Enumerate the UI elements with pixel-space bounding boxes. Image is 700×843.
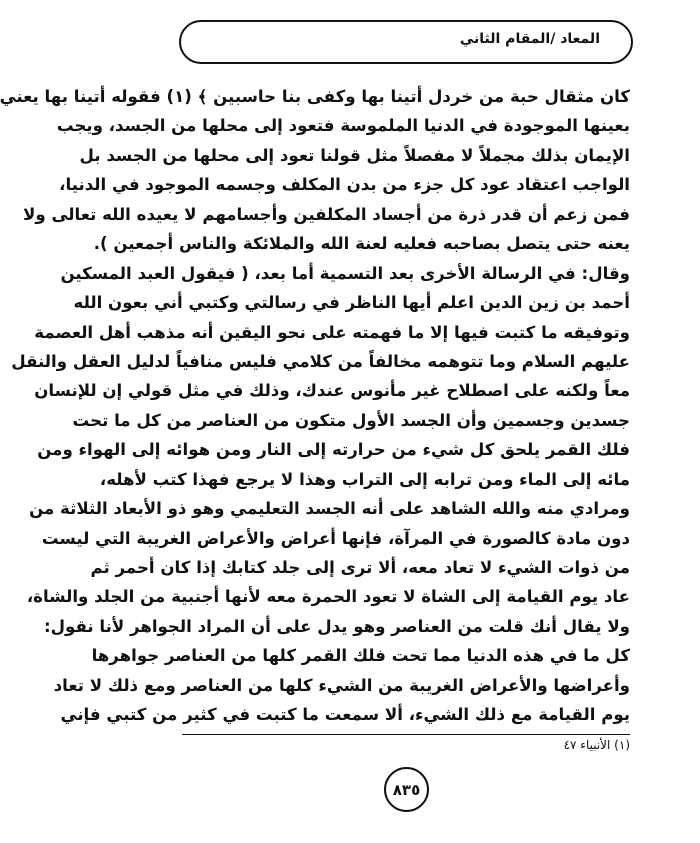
text-line: كان مثقال حبة من خردل أتينا بها وكفى بنا حاسبين ﴾ (١) فقوله أتينا بها يعني xyxy=(0,87,630,106)
page-number xyxy=(384,767,429,812)
text-line: معاً ولكنه على اصطلاح غير مأنوس عندك، وذلك في مثل قولي إن للإنسان xyxy=(34,381,630,401)
text-line: وقال: في الرسالة الأخرى بعد التسمية أما بعد، ( فيقول العبد المسكين xyxy=(60,263,630,283)
footnote-divider xyxy=(182,734,630,735)
page-number-label: ٨٣٥ xyxy=(392,780,421,799)
text-line: عاد يوم القيامة إلى الشاة لا تعود الحمرة معه لأنها أجنبية من الجلد والشاة، xyxy=(26,587,630,607)
text-line: جسدين وجسمين وأن الجسد الأول متكون من العناصر من كل ما تحت xyxy=(72,410,630,430)
text-line: وأعراضها والأعراض الغريبة من الشيء كلها من العناصر ومع ذلك لا تعاد xyxy=(53,675,630,695)
footnote: (١) الأنبياء ٤٧ xyxy=(563,738,630,752)
text-line: عليهم السلام وما تتوهمه مخالفاً من كلامي فليس منافياً لدليل العقل والنقل xyxy=(11,351,630,371)
text-line: كل ما في هذه الدنيا مما تحت فلك القمر كلها من العناصر جواهرها xyxy=(91,646,630,666)
text-line: مائه إلى الماء ومن ترابه إلى التراب وهذا لا يرجع فهذا كتب لأهله، xyxy=(99,469,630,489)
header-title: المعاد /المقام الثاني xyxy=(459,31,600,47)
text-line: يوم القيامة مع ذلك الشيء، ألا سمعت ما كتبت في كثير من كتبي فإني xyxy=(60,705,630,725)
text-line: دون مادة كالصورة في المرآة، فإنها أعراض والأعراض الغريبة التي ليست xyxy=(41,528,630,548)
text-line: الواجب اعتقاد عود كل جزء من بدن المكلف وجسمه الموجود في الدنيا، xyxy=(59,175,630,195)
text-line: فلك القمر يلحق كل شيء من حرارته إلى النار ومن هوائه إلى الهواء ومن xyxy=(37,440,630,460)
text-line: وتوفيقه ما كتبت فيها إلا ما فهمته على نحو اليقين أنه مذهب أهل العصمة xyxy=(34,322,630,342)
body-text xyxy=(0,82,630,730)
text-line: ومرادي منه والله الشاهد على أنه الجسد التعليمي وهو ذو الأبعاد الثلاثة من xyxy=(29,499,630,519)
text-line: ولا يقال أنك قلت من العناصر وهو يدل على أن المراد الجواهر لأنا نقول: xyxy=(44,616,630,636)
text-line: من ذوات الشيء لا تعاد معه، ألا ترى إلى جلد كتابك إذا كان أحمر ثم xyxy=(90,558,630,577)
text-line: بعينها الموجودة في الدنيا الملموسة فتعود إلى محلها من الجسد، ويجب xyxy=(56,116,630,136)
text-line: الإيمان بذلك مجملاً لا مفصلاً مثل قولنا تعود إلى محلها من الجسد بل xyxy=(79,145,630,165)
running-header xyxy=(179,20,633,64)
text-line: فمن زعم أن قدر ذرة من أجساد المكلفين وأجسامهم لا يعيده الله تعالى ولا xyxy=(23,204,630,224)
text-line: أحمد بن زين الدين اعلم أيها الناظر في رسالتي وكتبي أني بعون الله xyxy=(73,293,630,313)
text-line: يعنه حتى يتصل بصاحبه فعليه لعنة الله والملائكة والناس أجمعين ). xyxy=(93,234,630,254)
